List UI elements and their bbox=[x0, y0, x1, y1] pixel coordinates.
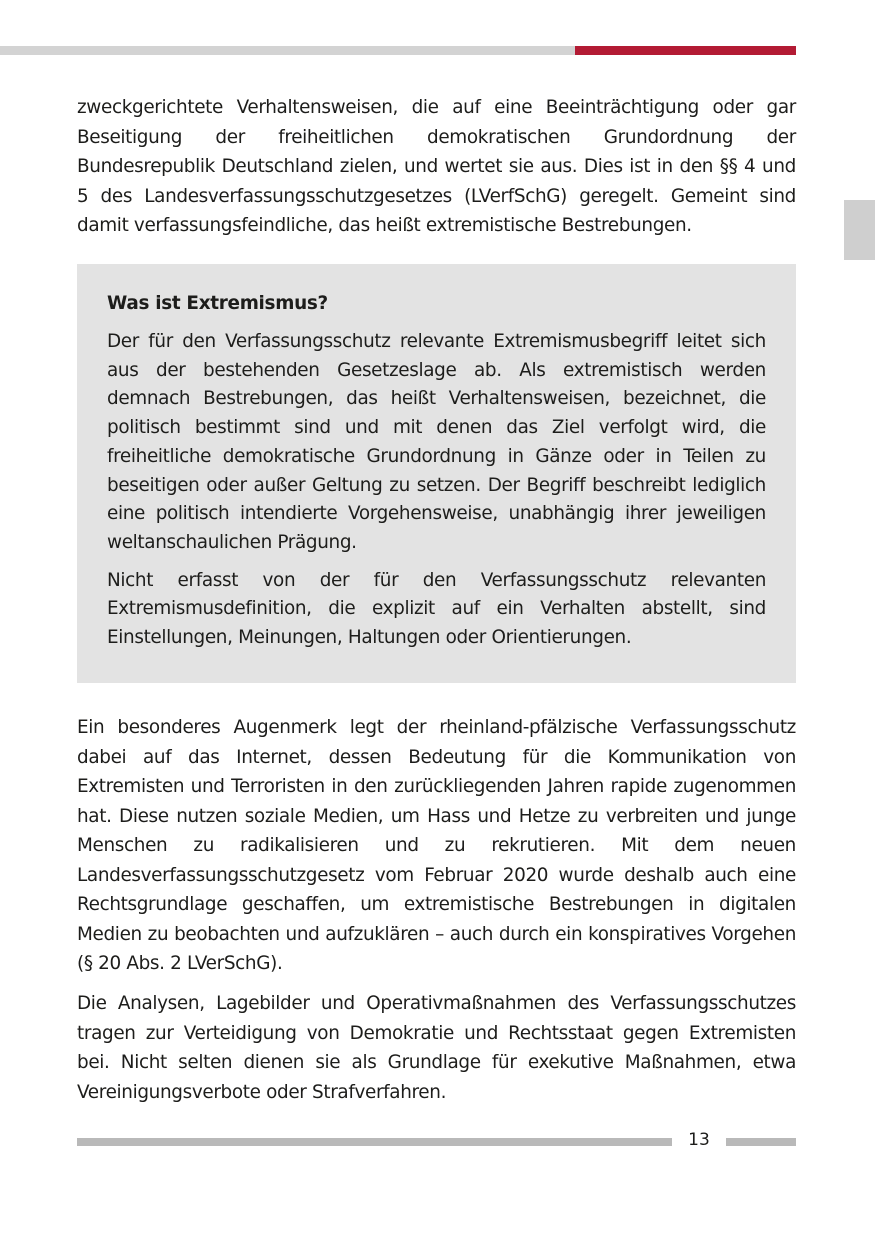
header-rule-accent bbox=[575, 46, 796, 55]
info-box-extremismus bbox=[77, 264, 796, 683]
footer-rule-right bbox=[726, 1138, 796, 1146]
info-box-title: Was ist Extremismus? bbox=[107, 293, 328, 314]
body-paragraph-1: zweckgerichtete Verhaltensweisen, die auf eine Beeinträchtigung oder gar Beseitigung der freiheitlichen demokratischen Grundordnung der Bundesrepublik Deutschland zielen, und wertet sie aus. Dies ist in den §§ 4 und 5 des Landesverfassungsschutzgesetzes (LVerfSchG) geregelt. Gemeint sind damit verfassungsfeindliche, das heißt extremistische Bestrebungen. bbox=[77, 97, 796, 236]
info-box-text-1: Der für den Verfassungsschutz relevante Extremismusbegriff leitet sich aus der bestehenden Gesetzeslage ab. Als extremistisch werden demnach Bestrebungen, das heißt Verhaltensweisen, bezeichnet, die politisch bestimmt sind und mit denen das Ziel verfolgt wird, die freiheitliche demokratische Grundordnung in Gänze oder in Teilen zu beseitigen oder außer Geltung zu setzen. Der Begriff beschreibt lediglich eine politisch intendierte Vorgehensweise, unabhängig ihrer jeweiligen weltanschaulichen Prägung. bbox=[107, 331, 766, 553]
header-rule-grey bbox=[0, 46, 575, 55]
chapter-tab-marker bbox=[844, 200, 875, 260]
page-number: 13 bbox=[688, 1130, 710, 1150]
info-box-text-2: Nicht erfasst von der für den Verfassungsschutz relevanten Extremismusdefinition, die explizit auf ein Verhalten abstellt, sind Einstellungen, Meinungen, Haltungen oder Orientierungen. bbox=[107, 569, 766, 649]
body-paragraph-3: Die Analysen, Lagebilder und Operativmaßnahmen des Verfassungsschutzes tragen zur Verteidigung von Demokratie und Rechtsstaat gegen Extremisten bei. Nicht selten dienen sie als Grundlage für exekutive Maßnahmen, etwa Vereinigungsverbote oder Strafverfahren. bbox=[77, 993, 796, 1103]
footer-rule-left bbox=[77, 1138, 672, 1146]
body-paragraph-2: Ein besonderes Augenmerk legt der rheinland-pfälzische Verfassungsschutz dabei auf das Internet, dessen Bedeutung für die Kommunikation von Extremisten und Terroristen in den zurückliegenden Jahren rapide zugenommen hat. Diese nutzen soziale Medien, um Hass und Hetze zu verbreiten und junge Menschen zu radikalisieren und zu rekrutieren. Mit dem neuen Landesverfassungsschutzgesetz vom Februar 2020 wurde deshalb auch eine Rechtsgrundlage geschaffen, um extremistische Bestrebungen in digitalen Medien zu beobachten und aufzuklären – auch durch ein konspiratives Vorgehen (§ 20 Abs. 2 LVerSchG). bbox=[77, 717, 796, 974]
